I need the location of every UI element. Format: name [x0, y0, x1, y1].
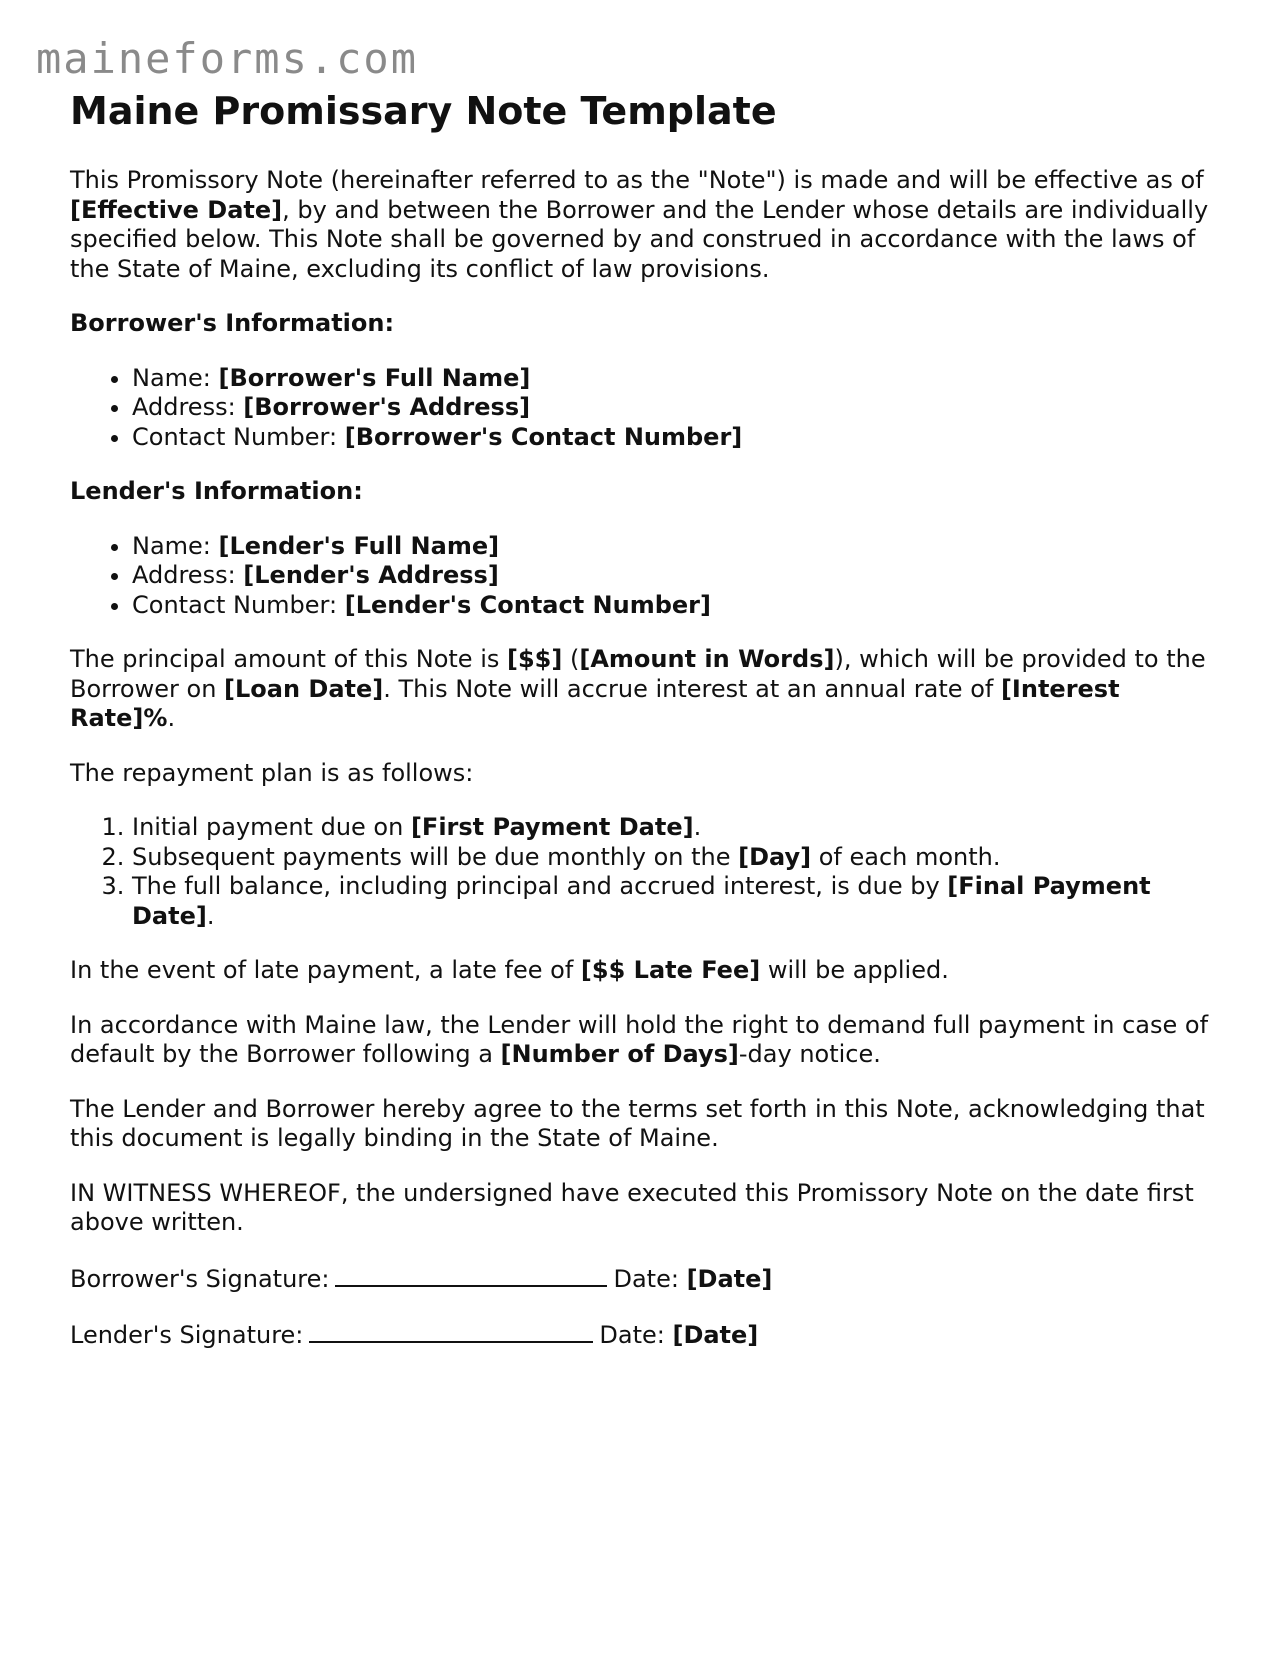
lender-signature-field[interactable] [309, 1319, 593, 1343]
list-item: • Contact Number: [Lender's Contact Number] [132, 591, 1210, 621]
list-item: 1. Initial payment due on [First Payment Date]. [132, 813, 1210, 843]
lender-date-placeholder: [Date] [672, 1321, 759, 1349]
default-paragraph: In accordance with Maine law, the Lender will hold the right to demand full payment in case of default by the Borrower following a [Number of Days]-day notice. [70, 1010, 1209, 1068]
list-item: • Address: [Borrower's Address] [132, 393, 1210, 423]
late-fee-paragraph: In the event of late payment, a late fee of [$$ Late Fee] will be applied. [70, 956, 949, 984]
site-watermark: maineforms.com [36, 34, 419, 83]
principal-paragraph: The principal amount of this Note is [$$] ([Amount in Words]), which will be provided to the Borrower on [Loan Date]. This Note will accrue interest at an annual rate of [Interest Rate]%. [70, 645, 1206, 732]
borrower-signature-line: Borrower's Signature: Date: [Date] [70, 1264, 773, 1293]
list-item: 2. Subsequent payments will be due monthly on the [Day] of each month. [132, 843, 1210, 873]
lender-info-list [70, 532, 1210, 621]
list-item: • Contact Number: [Borrower's Contact Number] [132, 423, 1210, 453]
intro-paragraph: This Promissory Note (hereinafter referred to as the "Note") is made and will be effective as of [Effective Date], by and between the Borrower and the Lender whose details are individually specified below. This Note shall be governed by and construed in accordance with the laws of the State of Maine, excluding its conflict of law provisions. [70, 166, 1209, 283]
repayment-intro: The repayment plan is as follows: [70, 758, 474, 787]
borrower-info-list [70, 364, 1210, 453]
borrower-info-heading: Borrower's Information: [70, 309, 395, 337]
document-body [70, 84, 1210, 1376]
document-title: Maine Promissary Note Template [70, 89, 777, 133]
lender-signature-line: Lender's Signature: Date: [Date] [70, 1321, 759, 1349]
witness-paragraph: IN WITNESS WHEREOF, the undersigned have executed this Promissory Note on the date first above written. [70, 1178, 1194, 1236]
agreement-paragraph: The Lender and Borrower hereby agree to the terms set forth in this Note, acknowledging that this document is legally binding in the State of Maine. [70, 1094, 1205, 1152]
repayment-plan-list [70, 813, 1210, 931]
list-item: 3. The full balance, including principal and accrued interest, is due by [Final Payment Date]. [132, 872, 1210, 931]
effective-date-placeholder: [Effective Date] [70, 195, 283, 224]
borrower-signature-field[interactable] [335, 1263, 607, 1287]
lender-info-heading: Lender's Information: [70, 477, 363, 505]
list-item: • Name: [Lender's Full Name] [132, 532, 1210, 562]
list-item: • Address: [Lender's Address] [132, 561, 1210, 591]
list-item: • Name: [Borrower's Full Name] [132, 364, 1210, 394]
borrower-date-placeholder: [Date] [686, 1264, 773, 1293]
